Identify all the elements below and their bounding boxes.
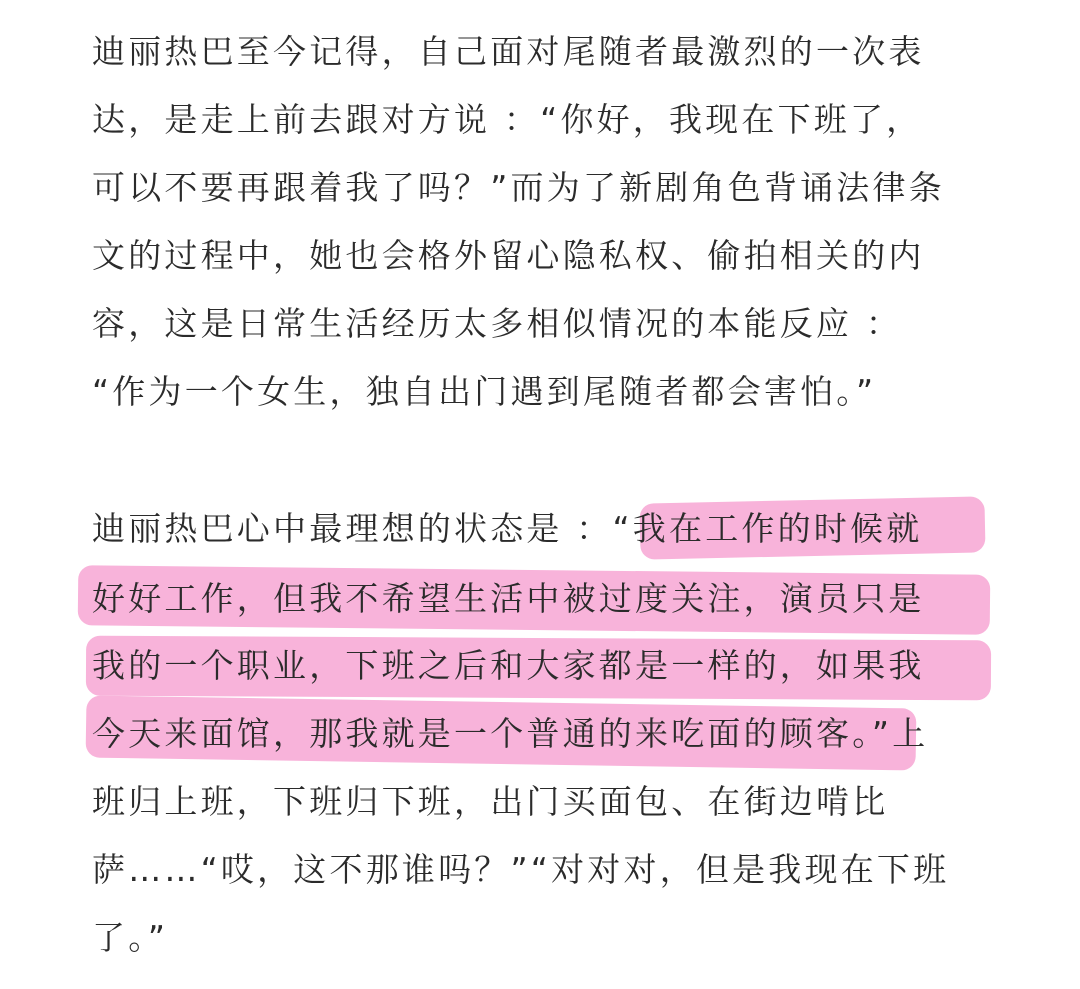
highlighted-text: “我在工作的时候就: [612, 509, 923, 548]
text-line: 班归上班，下班归下班，出门买面包、在街边啃比: [92, 782, 889, 821]
text-line: 迪丽热巴心中最理想的状态是 ：“我在工作的时候就: [92, 509, 923, 548]
text-line: [92, 632, 992, 700]
text-line: 可以不要再跟着我了吗？”而为了新剧角色背诵法律条: [92, 168, 945, 207]
highlighted-text: 好好工作，但我不希望生活中被过度关注，演员只是: [92, 579, 925, 618]
text-line: 了。”: [92, 918, 169, 957]
text-line: 文的过程中，她也会格外留心隐私权、偷拍相关的内: [92, 236, 925, 275]
text-line: 迪丽热巴至今记得，自己面对尾随者最激烈的一次表: [92, 32, 925, 71]
text-line: 达，是走上前去跟对方说 ：“你好，我现在下班了，: [92, 100, 923, 139]
text-line: [92, 565, 992, 633]
text-line: 容，这是日常生活经历太多相似情况的本能反应 ：: [92, 304, 903, 343]
text-line: 萨……“哎，这不那谁吗？”“对对对，但是我现在下班: [92, 850, 950, 889]
highlighted-text: 我的一个职业，下班之后和大家都是一样的，如果我: [92, 646, 925, 685]
text-line: “作为一个女生，独自出门遇到尾随者都会害怕。”: [92, 372, 877, 411]
highlighted-text: 今天来面馆，那我就是一个普通的来吃面的顾客。: [92, 714, 872, 753]
text-line: 今天来面馆，那我就是一个普通的来吃面的顾客。”上: [92, 714, 929, 753]
